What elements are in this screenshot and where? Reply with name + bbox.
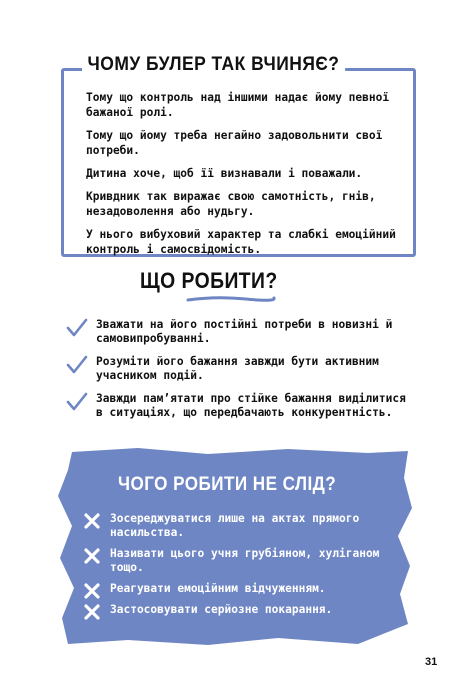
cross-icon: [84, 548, 100, 564]
why-reason: Тому що контроль над іншими надає йому певної бажаної ролі.: [86, 91, 390, 119]
what-not-to-do-list: [84, 512, 384, 624]
list-item-text: Застосовувати серйозне покарання.: [110, 603, 333, 616]
list-item: [66, 355, 406, 383]
list-item: [84, 512, 384, 540]
list-item: [66, 392, 406, 420]
checkmark-icon: [66, 318, 88, 338]
checkmark-icon: [66, 355, 88, 375]
why-box-body: [86, 90, 402, 265]
what-to-do-title: ЩО РОБИТИ?: [140, 268, 278, 293]
why-reason: Кривдник так виражає свою самотність, гнів, незадоволення або нудьгу.: [86, 190, 376, 218]
cross-icon: [84, 583, 100, 599]
title-underline: [186, 294, 276, 304]
list-item: [84, 547, 384, 575]
list-item: [66, 318, 406, 346]
cross-icon: [84, 513, 100, 529]
list-item: [84, 603, 384, 617]
list-item-text: Реагувати емоційним відчуженням.: [110, 582, 326, 595]
checkmark-icon: [66, 392, 88, 412]
page-number: 31: [425, 656, 438, 668]
what-to-do-list: [66, 318, 406, 429]
list-item-text: Називати цього учня грубіяном, хуліганом тощо.: [110, 547, 380, 574]
why-reason: Тому що йому треба негайно задовольнити свої потреби.: [86, 129, 383, 157]
list-item-text: Зважати на його постійні потреби в новизні й самовипробуванні.: [96, 318, 393, 345]
list-item-text: Зосереджуватися лише на актах прямого насильства.: [110, 512, 360, 539]
list-item: [84, 582, 384, 596]
why-reason: Дитина хоче, щоб її визнавали і поважали.: [86, 167, 363, 180]
why-reason: У нього вибуховий характер та слабкі емоційний контроль і самосвідомість.: [86, 228, 396, 256]
cross-icon: [84, 604, 100, 620]
list-item-text: Завжди пам’ятати про стійке бажання виділитися в ситуаціях, що передбачають конкурентність.: [96, 392, 406, 419]
what-not-to-do-title: ЧОГО РОБИТИ НЕ СЛІД?: [118, 474, 337, 495]
list-item-text: Розуміти його бажання завжди бути активним учасником подій.: [96, 355, 379, 382]
why-box-title: ЧОМУ БУЛЕР ТАК ВЧИНЯЄ?: [82, 54, 345, 76]
